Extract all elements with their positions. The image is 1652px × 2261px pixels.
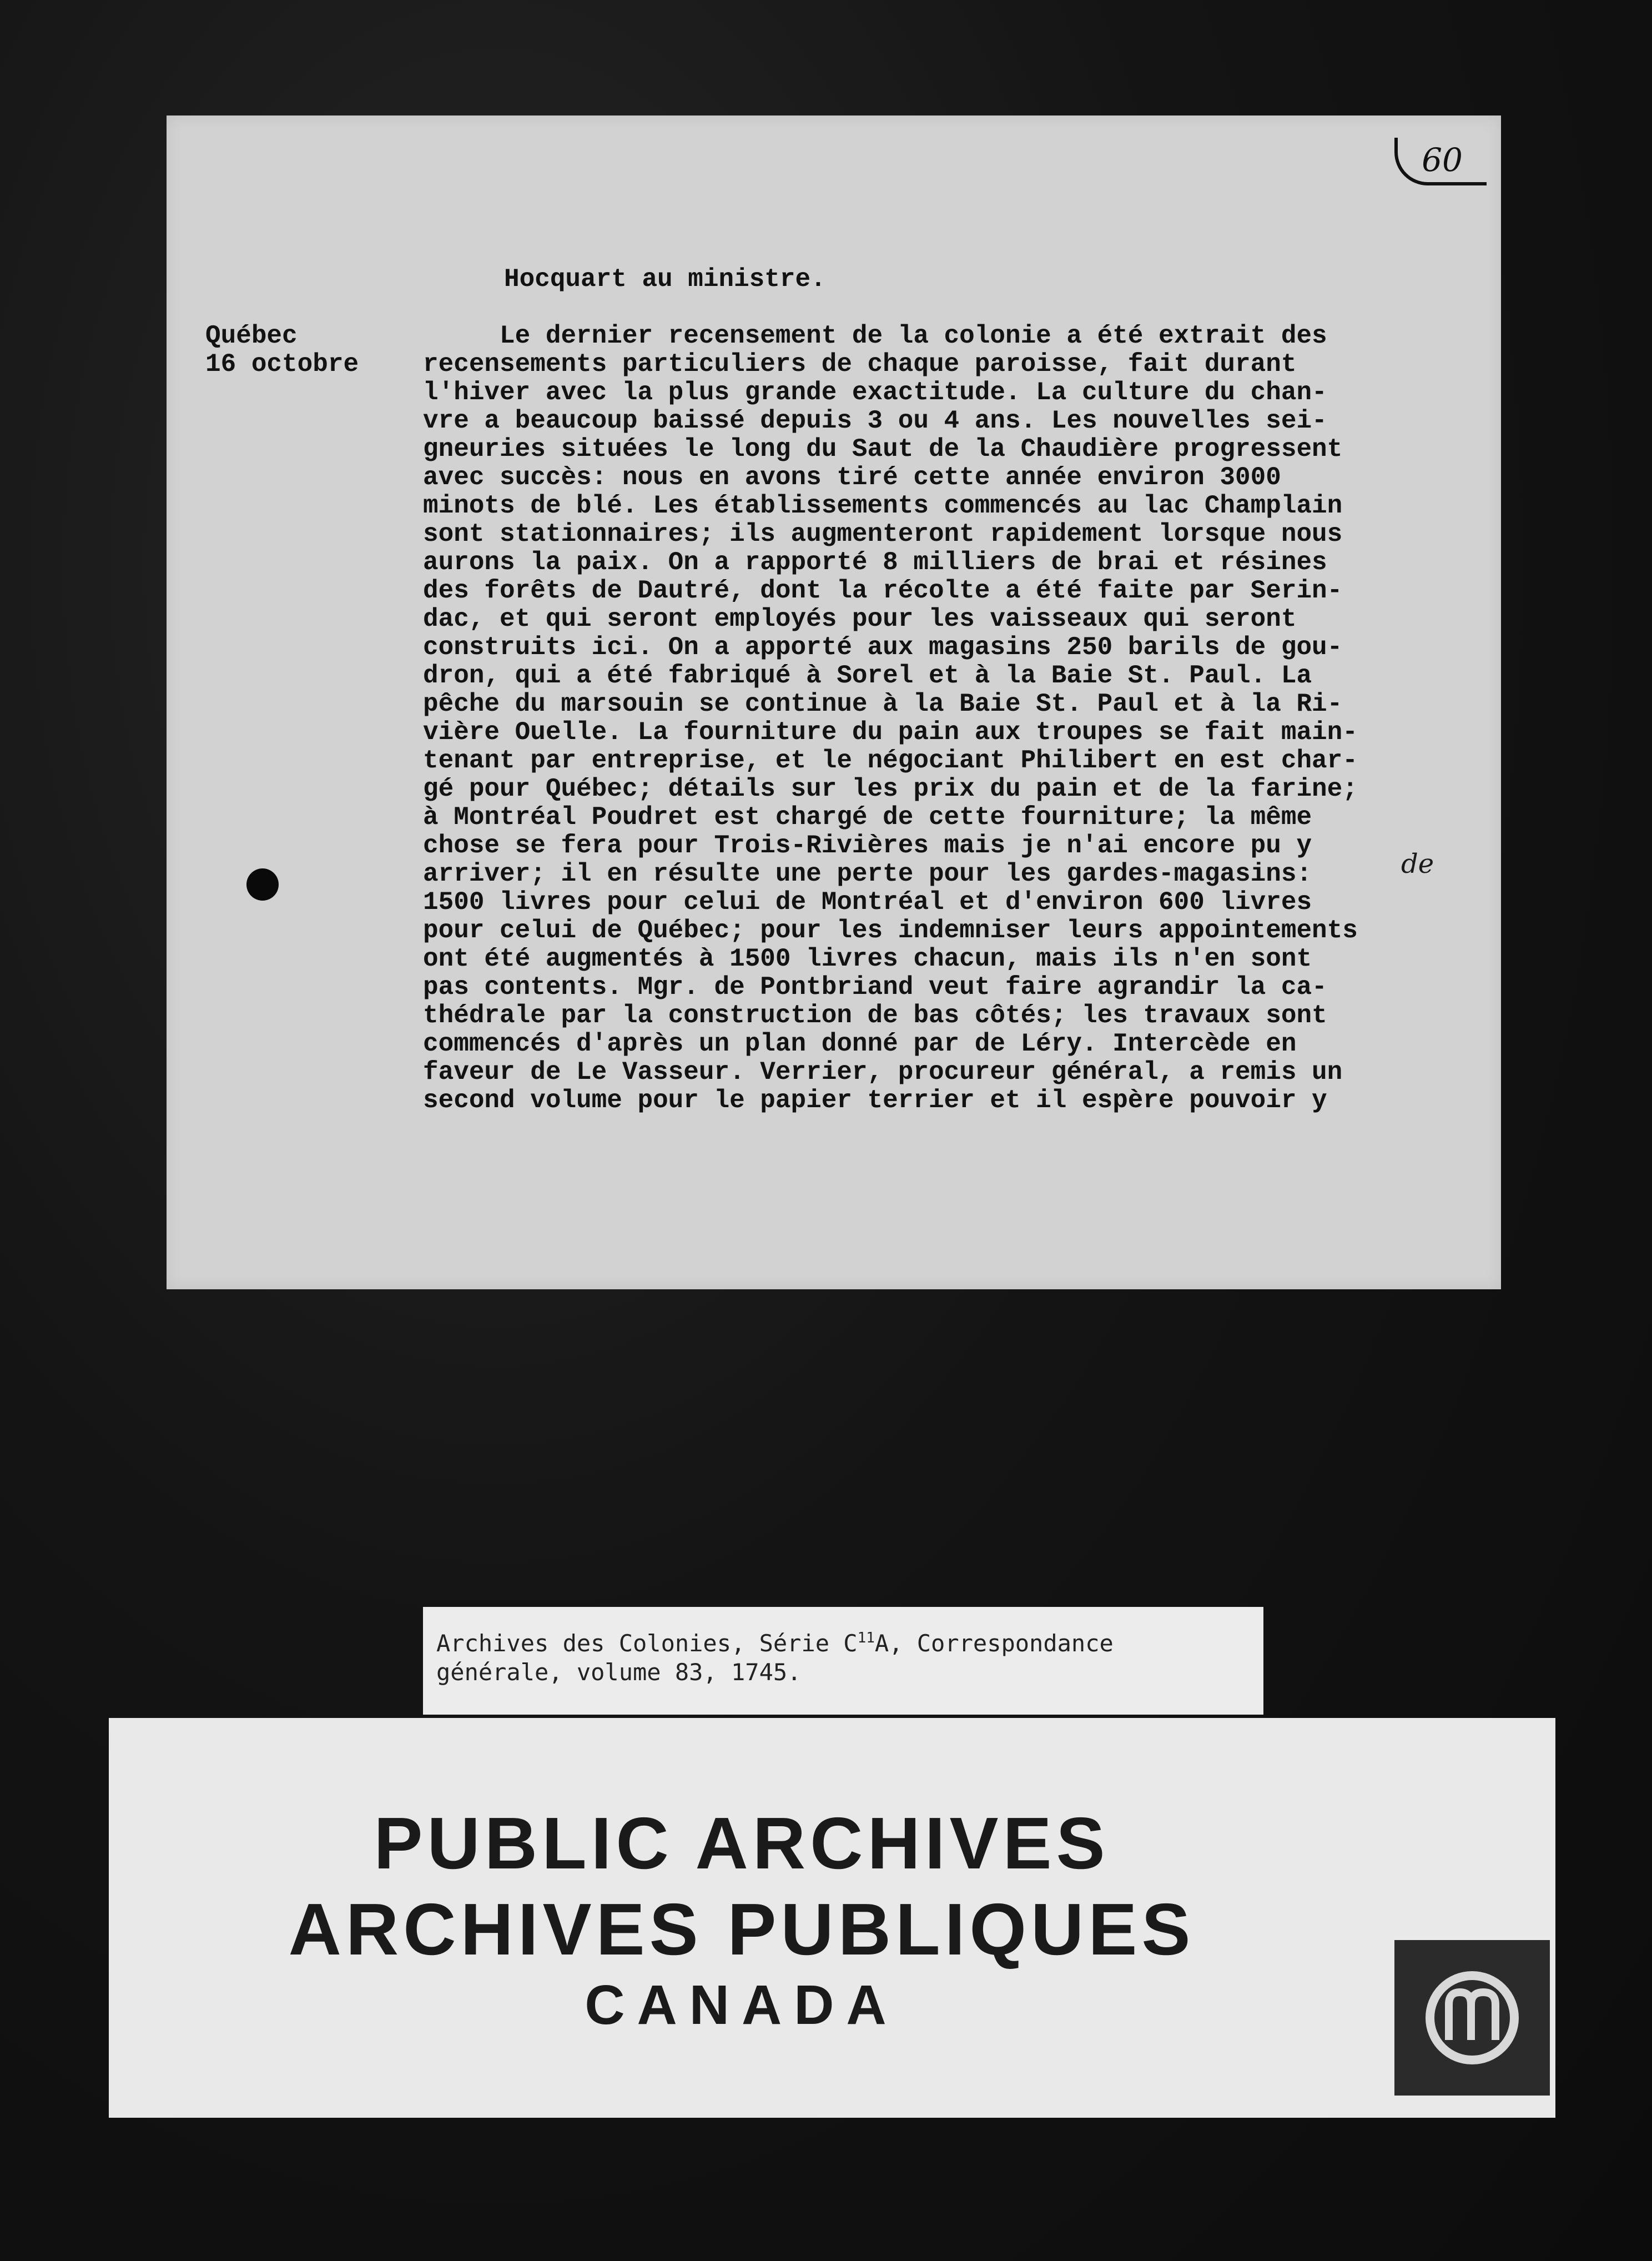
page-number: 60 (1394, 138, 1487, 185)
body-line: commencés d'après un plan donné par de Léry. Intercède en (423, 1029, 1297, 1058)
citation-superscript: 11 (857, 1630, 875, 1646)
punch-hole (246, 868, 279, 901)
body-line: minots de blé. Les établissements commencés au lac Champlain (423, 491, 1343, 520)
handwritten-annotation: de (1401, 848, 1434, 880)
citation-part: Archives des Colonies, Série C (436, 1630, 858, 1657)
body-line: dac, et qui seront employés pour les vaisseaux qui seront (423, 605, 1297, 634)
body-line: avec succès: nous en avons tiré cette année environ 3000 (423, 463, 1281, 492)
source-citation-text (436, 1629, 1114, 1687)
card-title-french: ARCHIVES PUBLIQUES (288, 1888, 1195, 1970)
document-heading: Hocquart au ministre. (504, 265, 826, 294)
body-line: second volume pour le papier terrier et il espère pouvoir y (423, 1086, 1327, 1115)
citation-part: A, Correspondance (874, 1630, 1114, 1657)
logo-glyph (1417, 1962, 1528, 2073)
body-line: sont stationnaires; ils augmenteront rapidement lorsque nous (423, 520, 1343, 549)
body-line: pas contents. Mgr. de Pontbriand veut faire agrandir la ca- (423, 973, 1327, 1002)
body-line: l'hiver avec la plus grande exactitude. La culture du chan- (423, 378, 1327, 407)
body-line: 1500 livres pour celui de Montréal et d'environ 600 livres (423, 888, 1312, 917)
card-title-country: CANADA (585, 1974, 899, 2036)
body-line: pour celui de Québec; pour les indemniser leurs appointements (423, 916, 1358, 945)
body-line: à Montréal Poudret est chargé de cette fourniture; la même (423, 803, 1312, 832)
date-line: 16 octobre (205, 350, 359, 379)
body-line: dron, qui a été fabriqué à Sorel et à la Baie St. Paul. La (423, 661, 1312, 690)
archives-logo-icon (1394, 1940, 1550, 2096)
citation-line-2: générale, volume 83, 1745. (436, 1659, 802, 1686)
body-line: vre a beaucoup baissé depuis 3 ou 4 ans. Les nouvelles sei- (423, 406, 1327, 435)
body-line: aurons la paix. On a rapporté 8 milliers de brai et résines (423, 548, 1327, 577)
body-line: Le dernier recensement de la colonie a été extrait des (423, 321, 1327, 350)
card-title-english: PUBLIC ARCHIVES (374, 1802, 1110, 1884)
body-line: recensements particuliers de chaque paroisse, fait durant (423, 350, 1297, 379)
place-line: Québec (205, 321, 298, 350)
source-citation-label (423, 1607, 1263, 1715)
body-line: thédrale par la construction de bas côtés; les travaux sont (423, 1001, 1327, 1030)
body-line: vière Ouelle. La fourniture du pain aux troupes se fait main- (423, 718, 1358, 747)
body-line: arriver; il en résulte une perte pour les gardes-magasins: (423, 860, 1312, 888)
body-line: pêche du marsouin se continue à la Baie St. Paul et à la Ri- (423, 690, 1343, 719)
place-date (205, 322, 359, 379)
body-line: gneuries situées le long du Saut de la Chaudière progressent (423, 435, 1343, 464)
body-line: chose se fera pour Trois-Rivières mais je n'ai encore pu y (423, 831, 1312, 860)
body-line: des forêts de Dautré, dont la récolte a été faite par Serin- (423, 576, 1343, 605)
body-line: faveur de Le Vasseur. Verrier, procureur général, a remis un (423, 1058, 1343, 1087)
archives-title-card (109, 1718, 1555, 2118)
body-line: ont été augmentés à 1500 livres chacun, mais ils n'en sont (423, 944, 1312, 973)
body-line: gé pour Québec; détails sur les prix du pain et de la farine; (423, 775, 1358, 803)
body-line: construits ici. On a apporté aux magasins 250 barils de gou- (423, 633, 1343, 662)
body-line: tenant par entreprise, et le négociant Philibert en est char- (423, 746, 1358, 775)
letter-body (423, 322, 1358, 1115)
